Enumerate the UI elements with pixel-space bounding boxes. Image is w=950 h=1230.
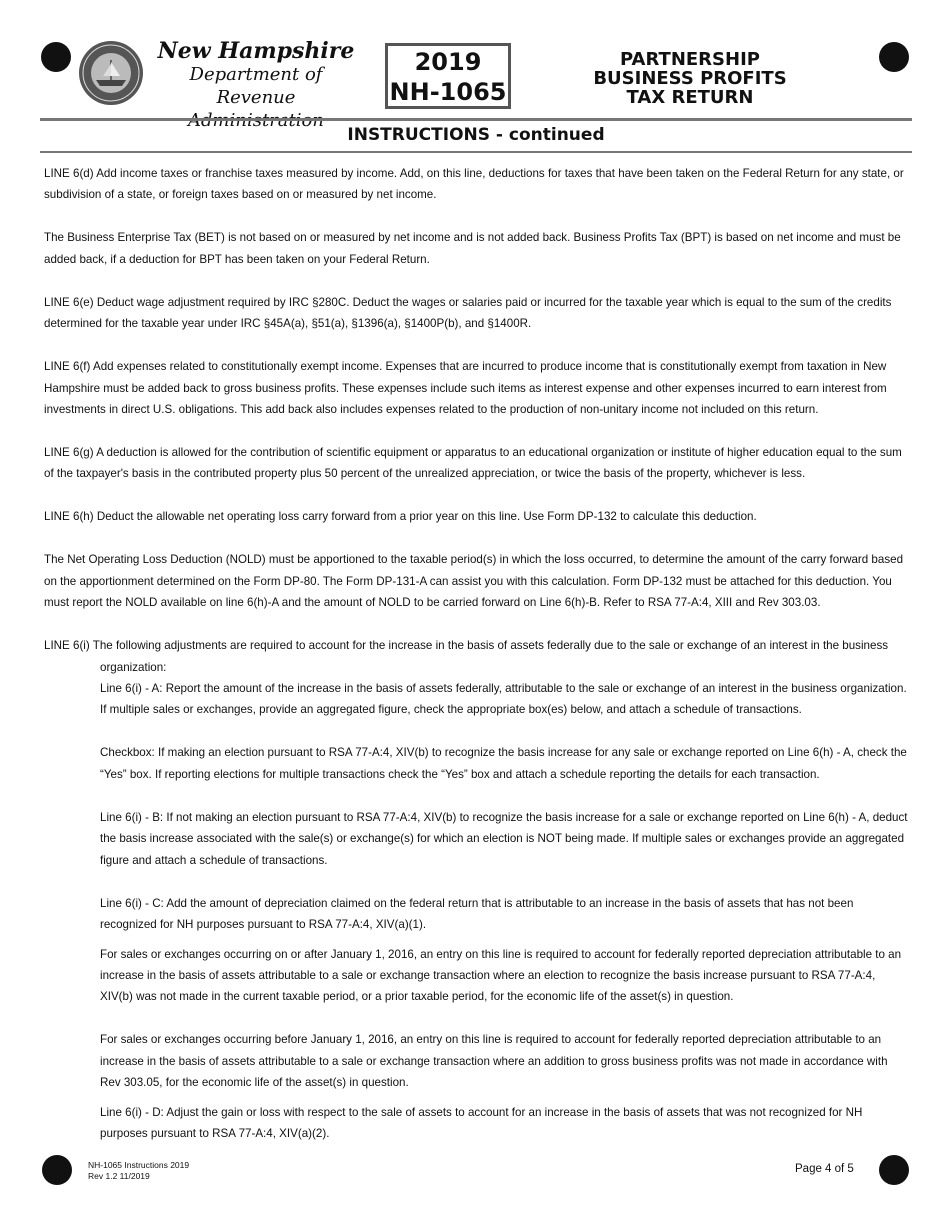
paragraph-line-6f: LINE 6(f) Add expenses related to constitutionally exempt income. Expenses that are incurred to produce income that is constitutionally exempt from taxation in New Hampshire must be added back to gross business profits. These expenses include such items as interest expense and other expenses incurred to earn interest from investments in direct U.S. obligations. This add back also includes expenses related to the production of non-unitary income not included on this return. [44,360,887,417]
footer-doc-name: NH-1065 Instructions 2019 [88,1160,190,1170]
paragraph-line-6i-b: Line 6(i) - B: If not making an election pursuant to RSA 77-A:4, XIV(b) to recognize the basis increase for a sale or exchange reported on Line 6(h) - A, deduct the basis increase associated with the sale(s) or exchange(s) for which an election is NOT being made. If multiple sales or exchanges provide an aggregated figure and attach a schedule of transactions. [100,810,908,867]
header-rule [40,118,912,121]
section-title: INSTRUCTIONS - continued [347,125,605,145]
registration-mark-top-right [879,42,909,72]
agency-state: New Hampshire [157,38,355,64]
paragraph-bet-note: The Business Enterprise Tax (BET) is not based on or measured by net income and is not added back. Business Profits Tax (BPT) is based on net income and must be added back, if a deduction for BPT has been taken on your Federal Return. [44,231,901,266]
paragraph-after-2016: For sales or exchanges occurring on or after January 1, 2016, an entry on this line is required to account for federally reported depreciation attributable to an increase in the basis of assets attributable to a sale or exchange transaction where an election to recognize the basis increase pursuant to RSA 77-A:4, XIV(b) was not made in the current taxable period, or a prior taxable period, for the economic life of the asset(s) in question. [100,947,902,1004]
form-title-line-1: PARTNERSHIP [620,49,760,70]
paragraph-line-6i-a: Line 6(i) - A: Report the amount of the increase in the basis of assets federally, attributable to the sale or exchange of an interest in the business organization. If multiple sales or exchanges, provide an aggregated figure, check the appropriate box(es) below, and attach a schedule of transactions. [100,682,907,717]
form-year: 2019 [414,48,482,76]
form-title-line-3: TAX RETURN [626,87,754,108]
agency-department: Department of [189,64,323,85]
registration-mark-top-left [41,42,71,72]
paragraph-line-6d: LINE 6(d) Add income taxes or franchise taxes measured by income. Add, on this line, deductions for taxes that have been taken on the Federal Return for any state, or subdivision of a state, or foreign taxes based on or measured by net income. [44,167,904,202]
state-seal-icon [78,40,144,106]
paragraph-checkbox: Checkbox: If making an election pursuant to RSA 77-A:4, XIV(b) to recognize the basis increase for any sale or exchange reported on Line 6(h) - A, check the “Yes” box. If reporting elections for multiple transactions check the “Yes” box and attach a schedule reporting the details for each transaction. [100,746,907,781]
footer-doc-info [88,1160,189,1182]
paragraph-line-6g: LINE 6(g) A deduction is allowed for the contribution of scientific equipment or apparatus to an educational organization or institute of higher education equal to the sum of the taxpayer's basis in the contributed property plus 50 percent of the unrealized appreciation, or twice the basis of the property, whichever is less. [44,446,902,481]
page-number: Page 4 of 5 [795,1163,854,1175]
paragraph-nold: The Net Operating Loss Deduction (NOLD) must be apportioned to the taxable period(s) in which the loss occurred, to determine the amount of the carry forward based on the apportionment determined on the Form DP-80. The Form DP-131-A can assist you with this calculation. Form DP-132 must be attached for this deduction. You must report the NOLD available on line 6(h)-A and the amount of NOLD to be carried forward on Line 6(h)-B. Refer to RSA 77-A:4, XIII and Rev 303.03. [44,553,904,610]
paragraph-line-6h: LINE 6(h) Deduct the allowable net operating loss carry forward from a prior year on this line. Use Form DP-132 to calculate this deduction. [44,510,757,524]
form-number: NH-1065 [389,78,507,106]
paragraph-line-6i-d: Line 6(i) - D: Adjust the gain or loss with respect to the sale of assets to account for an increase in the basis of assets that was not recognized for NH purposes pursuant to RSA 77-A:4, XIV(a)(2). [100,1105,863,1140]
paragraph-line-6e: LINE 6(e) Deduct wage adjustment required by IRC §280C. Deduct the wages or salaries paid or incurred for the taxable year which is equal to the sum of the credits determined for the taxable year under IRC §45A(a), §51(a), §1396(a), §1400P(b), and §1400R. [44,295,892,331]
form-title [580,50,800,107]
agency-division: Revenue [216,87,296,108]
paragraph-before-2016: For sales or exchanges occurring before January 1, 2016, an entry on this line is required to account for federally reported depreciation attributable to an increase in the basis of assets attributable to a sale or exchange transaction where an addition to gross business profits was not made in accordance with Rev 303.05, for the economic life of the asset(s) in question. [100,1033,888,1090]
form-title-line-2: BUSINESS PROFITS [593,68,787,89]
footer-revision: Rev 1.2 11/2019 [88,1171,150,1181]
instructions-body [44,163,910,1166]
form-id-box [385,43,511,109]
section-rule [40,151,912,153]
paragraph-line-6i-c: Line 6(i) - C: Add the amount of depreciation claimed on the federal return that is attributable to an increase in the basis of assets that has not been recognized for NH purposes pursuant to RSA 77-A:4, XIV(a)(1). [100,896,854,932]
paragraph-line-6i: LINE 6(i) The following adjustments are required to account for the increase in the basis of assets federally due to the sale or exchange of an interest in the business organization: [44,639,889,674]
